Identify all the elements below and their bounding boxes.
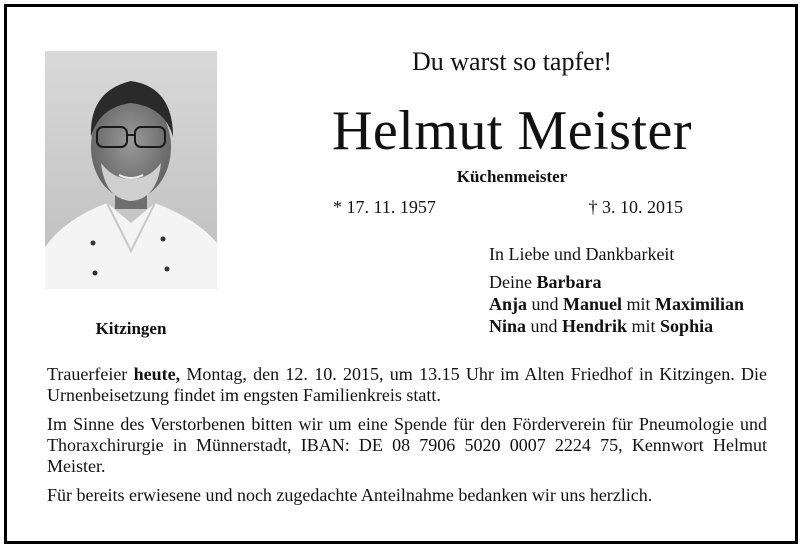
funeral-prefix: Trauerfeier (47, 364, 134, 384)
mourner-text: Deine (489, 272, 537, 292)
details-text (47, 364, 767, 514)
funeral-rest: Montag, den 12. 10. 2015, um 13.15 Uhr im Alten Friedhof in Kitzingen. Die Urnenbeisetzung findet im engsten Familienkreis statt. (47, 364, 768, 405)
mourner-line (489, 271, 744, 293)
mourner-name: Nina (489, 316, 527, 336)
portrait-photo (45, 51, 217, 289)
funeral-paragraph (47, 364, 767, 406)
portrait-image (45, 51, 217, 289)
donation-paragraph: Im Sinne des Verstorbenen bitten wir um eine Spende für den Förderverein für Pneumologie und Thoraxchirurgie in Münnerstadt, IBAN: DE 08 7906 5020 0007 2224 75, Kennwort Helmut Meister. (47, 414, 767, 476)
mourner-name: Maximilian (655, 294, 745, 314)
mourner-name: Hendrik (562, 316, 628, 336)
mourner-line (489, 293, 744, 315)
location-label: Kitzingen (95, 319, 167, 338)
mourner-name: Anja (489, 294, 528, 314)
mourner-name: Barbara (536, 272, 602, 292)
mourner-text: und (526, 316, 563, 336)
mourner-text: mit (622, 294, 656, 314)
mourner-name: Manuel (563, 294, 623, 314)
thanks-paragraph: Für bereits erwiesene und noch zugedachte Anteilnahme bedanken wir uns herzlich. (47, 485, 653, 505)
mourners-intro: In Liebe und Dankbarkeit (489, 244, 675, 264)
funeral-bold: heute, (133, 364, 181, 384)
mourner-name: Sophia (660, 316, 714, 336)
death-date: † 3. 10. 2015 (588, 197, 683, 217)
obituary-frame (4, 4, 798, 544)
motto: Du warst so tapfer! (412, 47, 612, 76)
birth-date: * 17. 11. 1957 (333, 197, 436, 217)
profession: Küchenmeister (456, 167, 568, 186)
deceased-name: Helmut Meister (331, 100, 693, 162)
mourner-line (489, 315, 744, 337)
mourner-text: mit (627, 316, 661, 336)
mourners-block (489, 243, 744, 337)
mourner-text: und (527, 294, 564, 314)
